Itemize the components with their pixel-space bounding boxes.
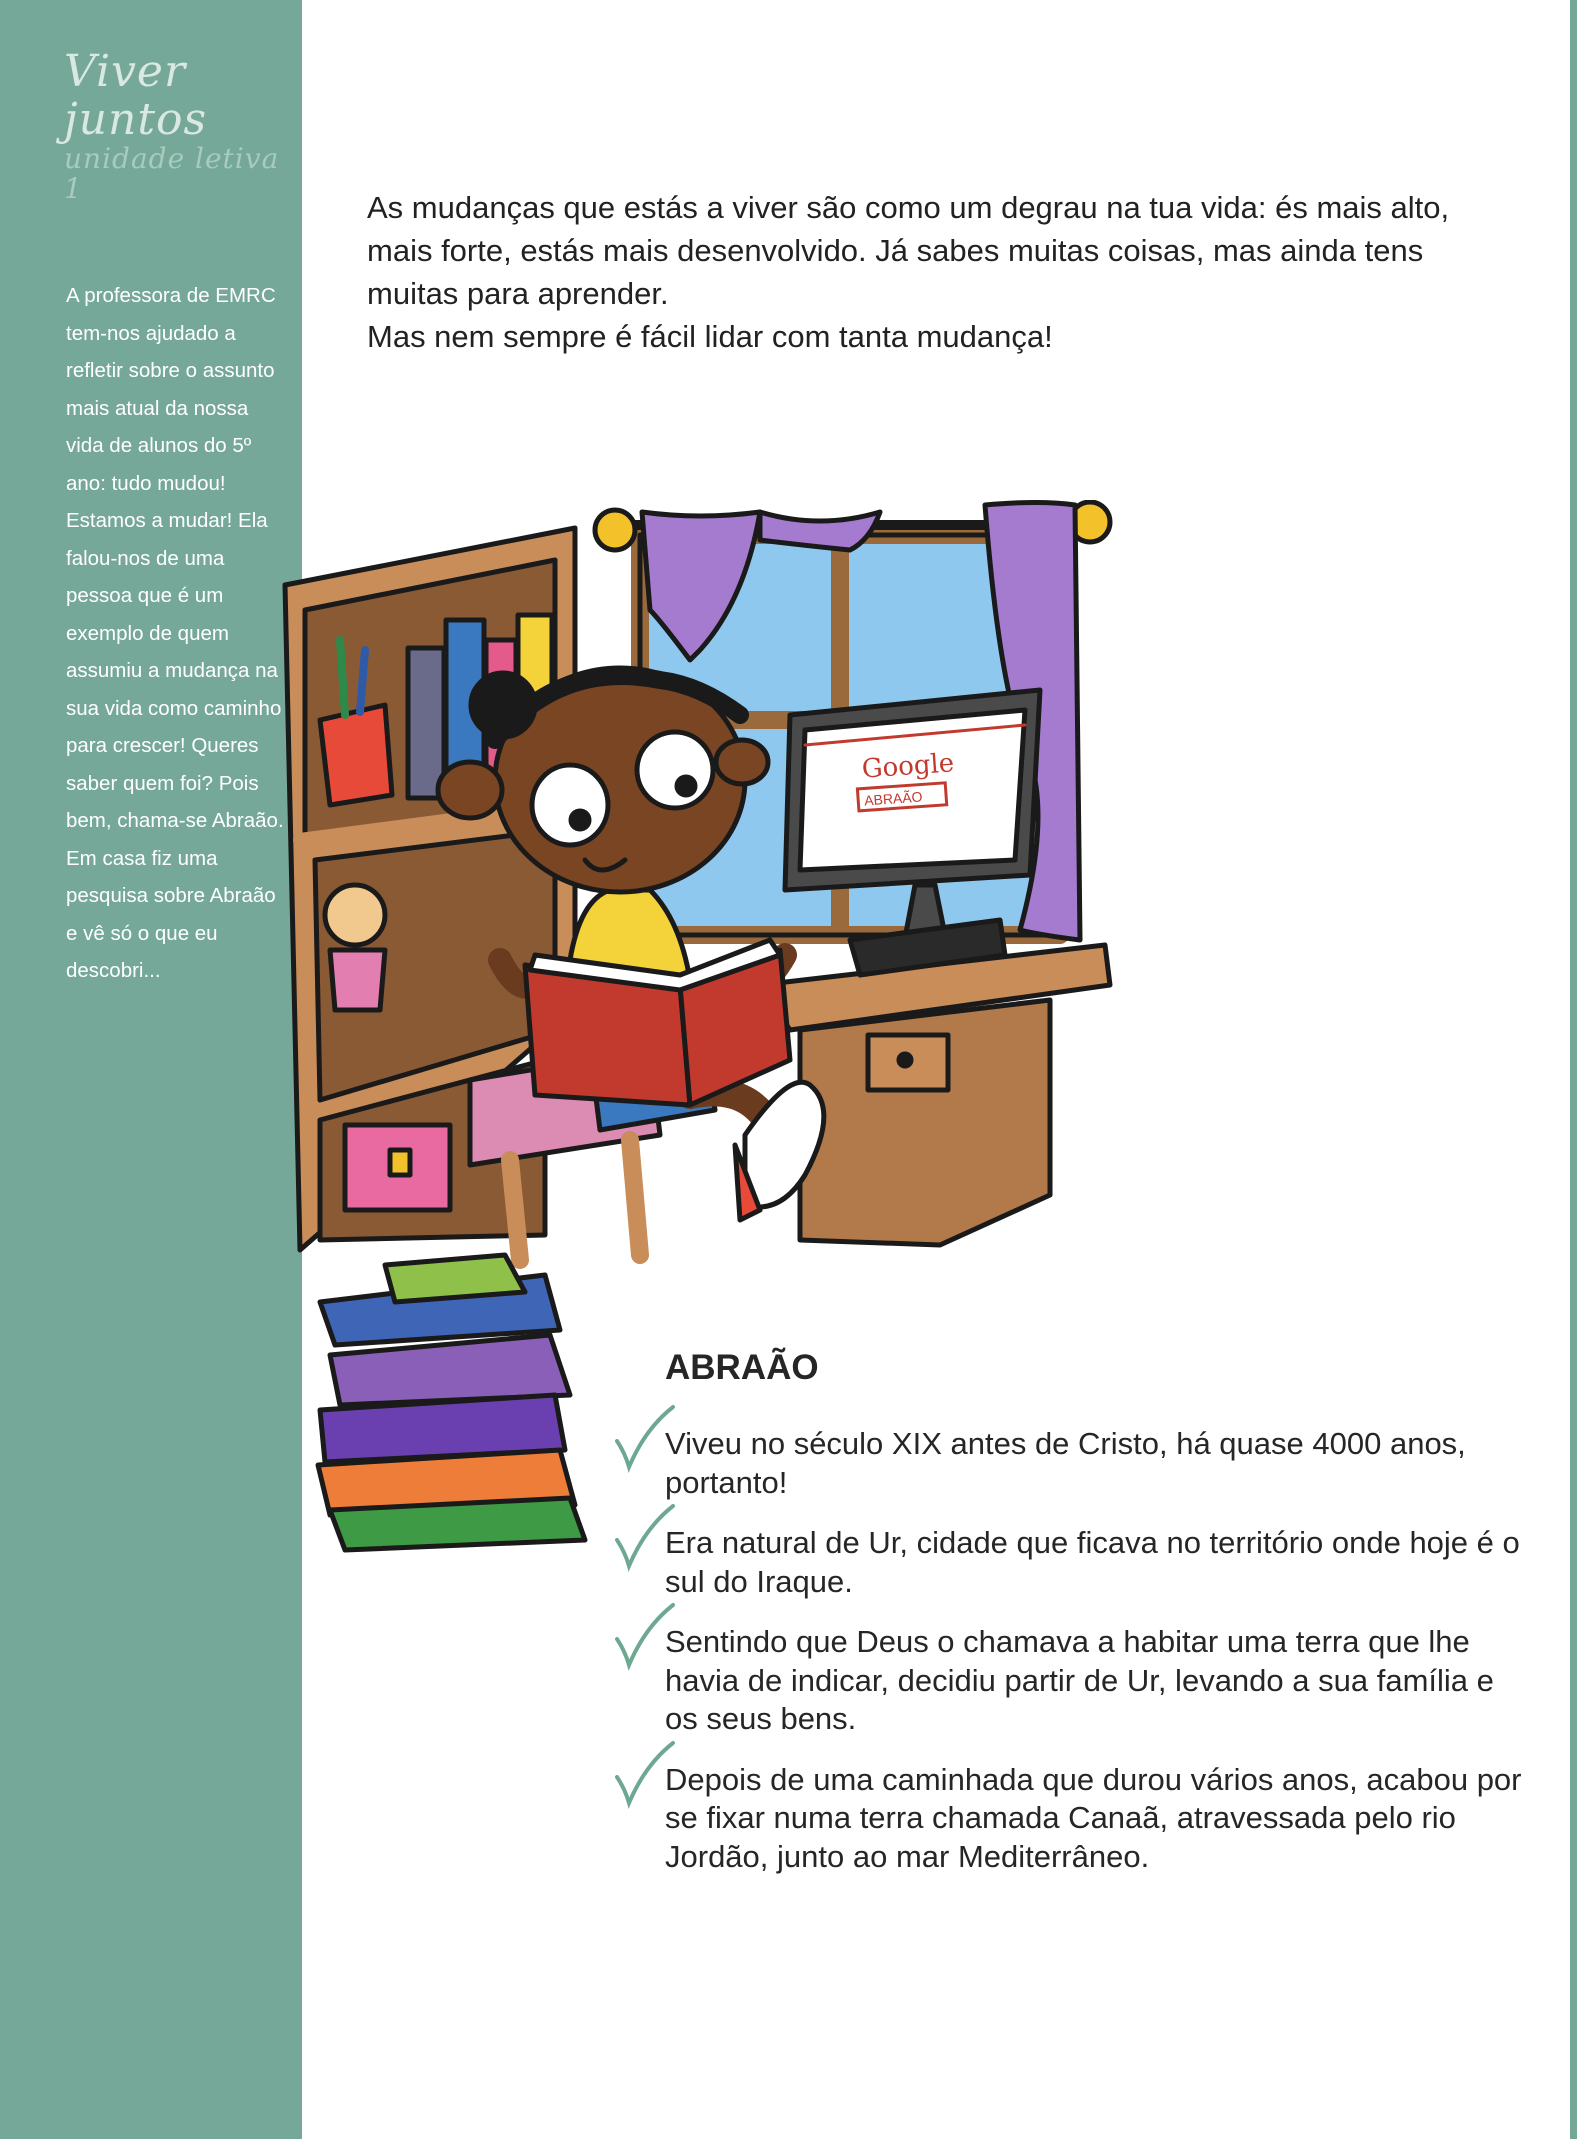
checkmark-icon xyxy=(615,1739,677,1809)
fact-item xyxy=(615,1524,1535,1601)
page-edge-strip xyxy=(1570,0,1577,2139)
sidebar-text: A professora de EMRC tem-nos ajudado a refletir sobre o assunto mais atual da nossa vida de alunos do 5º ano: tudo mudou! Estamos a mudar! Ela falou-nos de uma pessoa que é um exemplo de quem assumiu a mudança na sua vida como caminho para crescer! Queres saber quem foi? Pois bem, chama-se Abraão. Em casa fiz uma pesquisa sobre Abraão e vê só o que eu descobri... xyxy=(66,284,284,982)
screen-search-text: ABRAÃO xyxy=(863,788,924,809)
fact-text: Depois de uma caminhada que durou vários anos, acabou por se fixar numa terra chamada Canaã, atravessada pelo rio Jordão, junto ao mar Mediterrâneo. xyxy=(665,1761,1522,1874)
fact-item xyxy=(615,1761,1535,1877)
fact-text: Era natural de Ur, cidade que ficava no território onde hoje é o sul do Iraque. xyxy=(665,1525,1520,1599)
brand xyxy=(64,48,302,204)
checkmark-icon xyxy=(615,1601,677,1671)
brand-title: Viver juntos xyxy=(64,46,208,145)
sidebar xyxy=(0,0,302,2139)
fact-item xyxy=(615,1623,1535,1739)
checkmark-icon xyxy=(615,1403,677,1473)
fact-text: Sentindo que Deus o chamava a habitar uma terra que lhe havia de indicar, decidiu partir de Ur, levando a sua família e os seus bens. xyxy=(665,1624,1494,1736)
brand-subtitle: unidade letiva 1 xyxy=(64,142,280,205)
intro-paragraph-1: As mudanças que estás a viver são como um degrau na tua vida: és mais alto, mais forte, estás mais desenvolvido. Já sabes muitas coisas, mas ainda tens muitas para aprender. xyxy=(367,190,1450,311)
fact-item xyxy=(615,1425,1535,1502)
intro-paragraph-2: Mas nem sempre é fácil lidar com tanta mudança! xyxy=(367,319,1053,354)
girl-reading-illustration xyxy=(275,500,1135,1560)
abraao-facts xyxy=(615,1425,1535,1898)
checkmark-icon xyxy=(615,1502,677,1572)
screen-logo-text: Google xyxy=(860,748,956,785)
intro-text xyxy=(367,186,1517,358)
fact-text: Viveu no século XIX antes de Cristo, há quase 4000 anos, portanto! xyxy=(665,1426,1466,1500)
abraao-title: ABRAÃO xyxy=(665,1348,819,1387)
